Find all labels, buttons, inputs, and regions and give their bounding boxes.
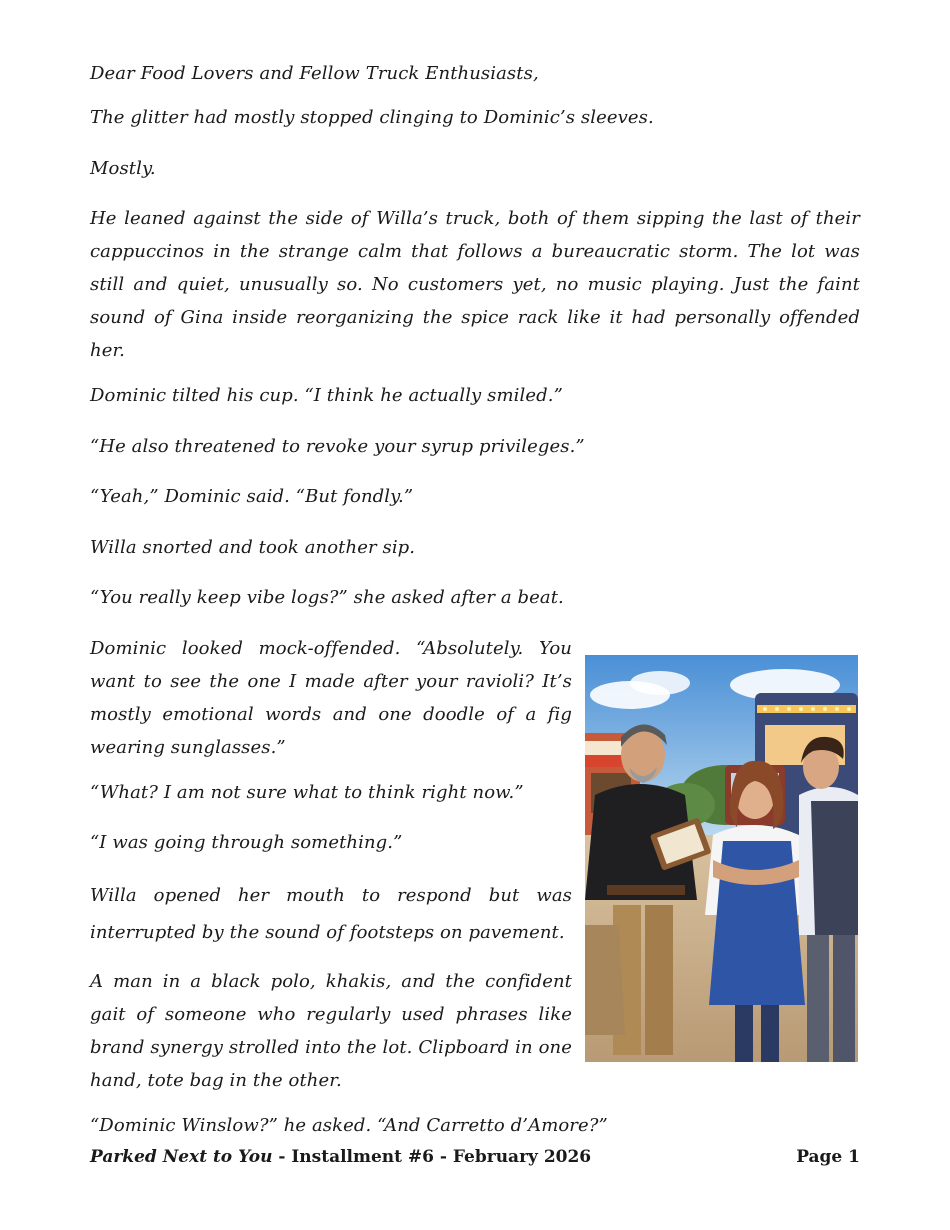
paragraph-4: Dominic tilted his cup. “I think he actually smiled.”: [90, 385, 563, 406]
greeting: Dear Food Lovers and Fellow Truck Enthusiasts,: [90, 63, 539, 84]
paragraph-13: A man in a black polo, khakis, and the confident gait of someone who regularly used phrases like brand synergy strolled into the lot. Clipboard in one hand, tote bag in the other.: [90, 971, 572, 1091]
footer-subtitle: - Installment #6 - February 2026: [272, 1147, 592, 1167]
footer-title: Parked Next to You: [90, 1147, 273, 1167]
document-page: [90, 0, 860, 1230]
page-footer: [90, 1147, 860, 1171]
footer-title-line: [90, 1147, 591, 1167]
paragraph-2: Mostly.: [90, 158, 156, 179]
food-truck-illustration: [585, 655, 858, 1062]
paragraph-5: “He also threatened to revoke your syrup privileges.”: [90, 436, 585, 457]
paragraph-6: “Yeah,” Dominic said. “But fondly.”: [90, 486, 414, 507]
paragraph-12: Willa opened her mouth to respond but was interrupted by the sound of footsteps on pavement.: [90, 885, 572, 943]
paragraph-11: “I was going through something.”: [90, 832, 403, 853]
paragraph-3: He leaned against the side of Willa’s truck, both of them sipping the last of their cappuccinos in the strange calm that follows a bureaucratic storm. The lot was still and quiet, unusually so. No customers yet, no music playing. Just the faint sound of Gina inside reorganizing the spice rack like it had personally offended her.: [90, 208, 860, 361]
paragraph-10: “What? I am not sure what to think right now.”: [90, 782, 524, 803]
page-number: Page 1: [796, 1147, 860, 1167]
paragraph-1: The glitter had mostly stopped clinging to Dominic’s sleeves.: [90, 107, 654, 128]
paragraph-14: “Dominic Winslow?” he asked. “And Carretto d’Amore?”: [90, 1115, 608, 1136]
paragraph-7: Willa snorted and took another sip.: [90, 537, 416, 558]
paragraph-9: Dominic looked mock-offended. “Absolutely. You want to see the one I made after your ravioli? It’s mostly emotional words and one doodle of a fig wearing sunglasses.”: [90, 638, 572, 758]
paragraph-8: “You really keep vibe logs?” she asked after a beat.: [90, 587, 564, 608]
